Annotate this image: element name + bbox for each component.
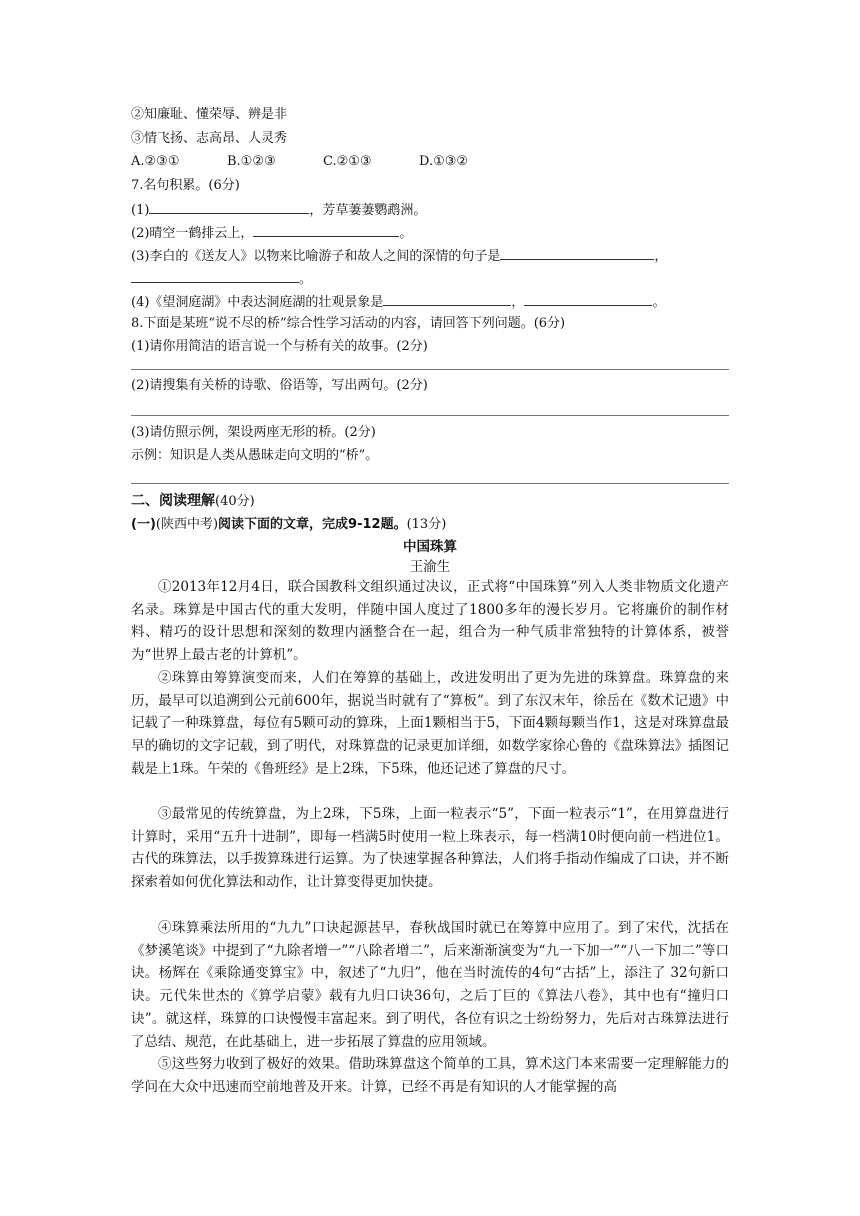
q7-l4-prefix: (4)《望洞庭湖》中表达洞庭湖的壮观景象是 — [131, 295, 384, 310]
section-2-heading — [131, 493, 255, 510]
answer-blank[interactable] — [131, 270, 299, 283]
q6-option-c: C.②①③ — [323, 154, 372, 169]
q7-l1-suffix: ，芳草萋萋鹦鹉洲。 — [309, 203, 427, 218]
subsection-1-heading — [131, 517, 446, 533]
q7-l4-end: 。 — [652, 295, 666, 310]
q7-l3-prefix: (3)李白的《送友人》以物来比喻游子和故人之间的深情的句子是 — [131, 249, 501, 264]
q7-l2-prefix: (2)晴空一鹤排云上， — [131, 226, 254, 241]
q7-line-4 — [131, 293, 665, 311]
article-paragraph-4: ④珠算乘法所用的“九九”口诀起源甚早，春秋战国时就已在筹算中应用了。到了宋代，沈括在《梦溪笔谈》中提到了“九除者增一”“八除者增二”，后来渐渐演变为“九一下加一”“八一下加二”等口诀。杨辉在《乘除通变算宝》中，叙述了“九归”，他在当时流传的4句“古括”上，添注了 32句新口诀。元代朱世杰的《算学启蒙》载有九归口诀36句，之后丁巨的《算法八卷》，其中也有“撞归口诀”。就这样，珠算的口诀慢慢丰富起来。到了明代，各位有识之士纷纷努力，先后对古珠算法进行了总结、规范，在此基础上，进一步拓展了算盘的应用领域。 — [131, 920, 729, 1050]
q6-item-3: ③情飞扬、志高昂、人灵秀 — [131, 131, 288, 146]
answer-line[interactable] — [131, 415, 729, 416]
section-2-title: 二、阅读理解 — [131, 493, 215, 509]
article-title: 中国珠算 — [403, 539, 457, 555]
section-2-points: (40分) — [215, 494, 255, 509]
q7-line-3 — [131, 247, 667, 265]
q6-item-2: ②知廉耻、懂荣辱、辨是非 — [131, 107, 288, 122]
q7-l3-comma: ， — [654, 249, 668, 264]
answer-blank[interactable] — [149, 201, 309, 214]
answer-line[interactable] — [131, 483, 729, 484]
article-author: 王渝生 — [409, 559, 451, 575]
q8-example: 示例：知识是人类从愚昧走向文明的“桥”。 — [131, 448, 379, 463]
subsection-1-points: (13分) — [406, 517, 447, 532]
q7-line-2 — [131, 224, 412, 242]
answer-blank[interactable] — [253, 224, 399, 237]
q6-option-a: A.②③① — [131, 154, 180, 169]
q7-line-1 — [131, 201, 426, 219]
q7-l4-comma: ， — [511, 295, 525, 310]
article-paragraph-2: ②珠算由筹算演变而来，人们在筹算的基础上，改进发明出了更为先进的珠算盘。珠算盘的来历，最早可以追溯到公元前600年，据说当时就有了“算板”。到了东汉末年，徐岳在《数术记遗》中记载了一种珠算盘，每位有5颗可动的算珠，上面1颗相当于5，下面4颗每颗当作1，这是对珠算盘最早的确切的文字记载，到了明代，对珠算盘的记录更加详细，如数学家徐心鲁的《盘珠算法》插图记载是上1珠。午荣的《鲁班经》是上2珠，下5珠，他还记述了算盘的尺寸。 — [131, 670, 729, 777]
answer-blank[interactable] — [524, 293, 652, 306]
answer-line[interactable] — [131, 369, 729, 370]
q7-line-3b — [131, 270, 312, 288]
subsection-1-instruction: 阅读下面的文章，完成9-12题。 — [218, 517, 407, 532]
article-paragraph-5: ⑤这些努力收到了极好的效果。借助珠算盘这个简单的工具，算术这门本来需要一定理解能力的学问在大众中迅速而空前地普及开来。计算，已经不再是有知识的人才能掌握的高 — [131, 1056, 729, 1095]
answer-blank[interactable] — [500, 247, 654, 260]
q7-l2-suffix: 。 — [399, 226, 413, 241]
article-paragraph-3: ③最常见的传统算盘，为上2珠，下5珠，上面一粒表示“5”，下面一粒表示“1”，在用算盘进行计算时，采用“五升十进制”，即每一档满5时使用一粒上珠表示，每一档满10时便向前一档进位1。古代的珠算法，以手拨算珠进行运算。为了快速掌握各种算法，人们将手指动作编成了口诀，并不断探索着如何优化算法和动作，让计算变得更加快捷。 — [131, 806, 729, 891]
q8-title: 8.下面是某班“说不尽的桥”综合性学习活动的内容，请回答下列问题。(6分) — [131, 316, 566, 331]
q6-options — [131, 154, 468, 170]
q7-l3-end: 。 — [299, 272, 313, 287]
q8-part-2: (2)请搜集有关桥的诗歌、俗语等，写出两句。(2分) — [131, 378, 428, 393]
article-paragraph-1: ①2013年12月4日，联合国教科文组织通过决议，正式将“中国珠算”列入人类非物质文化遗产名录。珠算是中国古代的重大发明，伴随中国人度过了1800多年的漫长岁月。它将廉价的制作材料、精巧的设计思想和深刻的数理内涵整合在一起，组合为一种气质非常独特的计算体系，被誉为“世界上最古老的计算机”。 — [131, 579, 729, 664]
q7-l1-prefix: (1) — [131, 203, 150, 218]
q7-title: 7.名句积累。(6分) — [131, 178, 240, 193]
q6-option-b: B.①②③ — [227, 154, 276, 169]
q6-option-d: D.①③② — [419, 154, 469, 169]
q8-part-1: (1)请你用简洁的语言说一个与桥有关的故事。(2分) — [131, 339, 428, 354]
subsection-1-source: (陕西中考) — [155, 517, 219, 532]
q8-part-3: (3)请仿照示例，架设两座无形的桥。(2分) — [131, 425, 376, 440]
subsection-1-prefix: (一) — [131, 517, 156, 532]
answer-blank[interactable] — [383, 293, 511, 306]
